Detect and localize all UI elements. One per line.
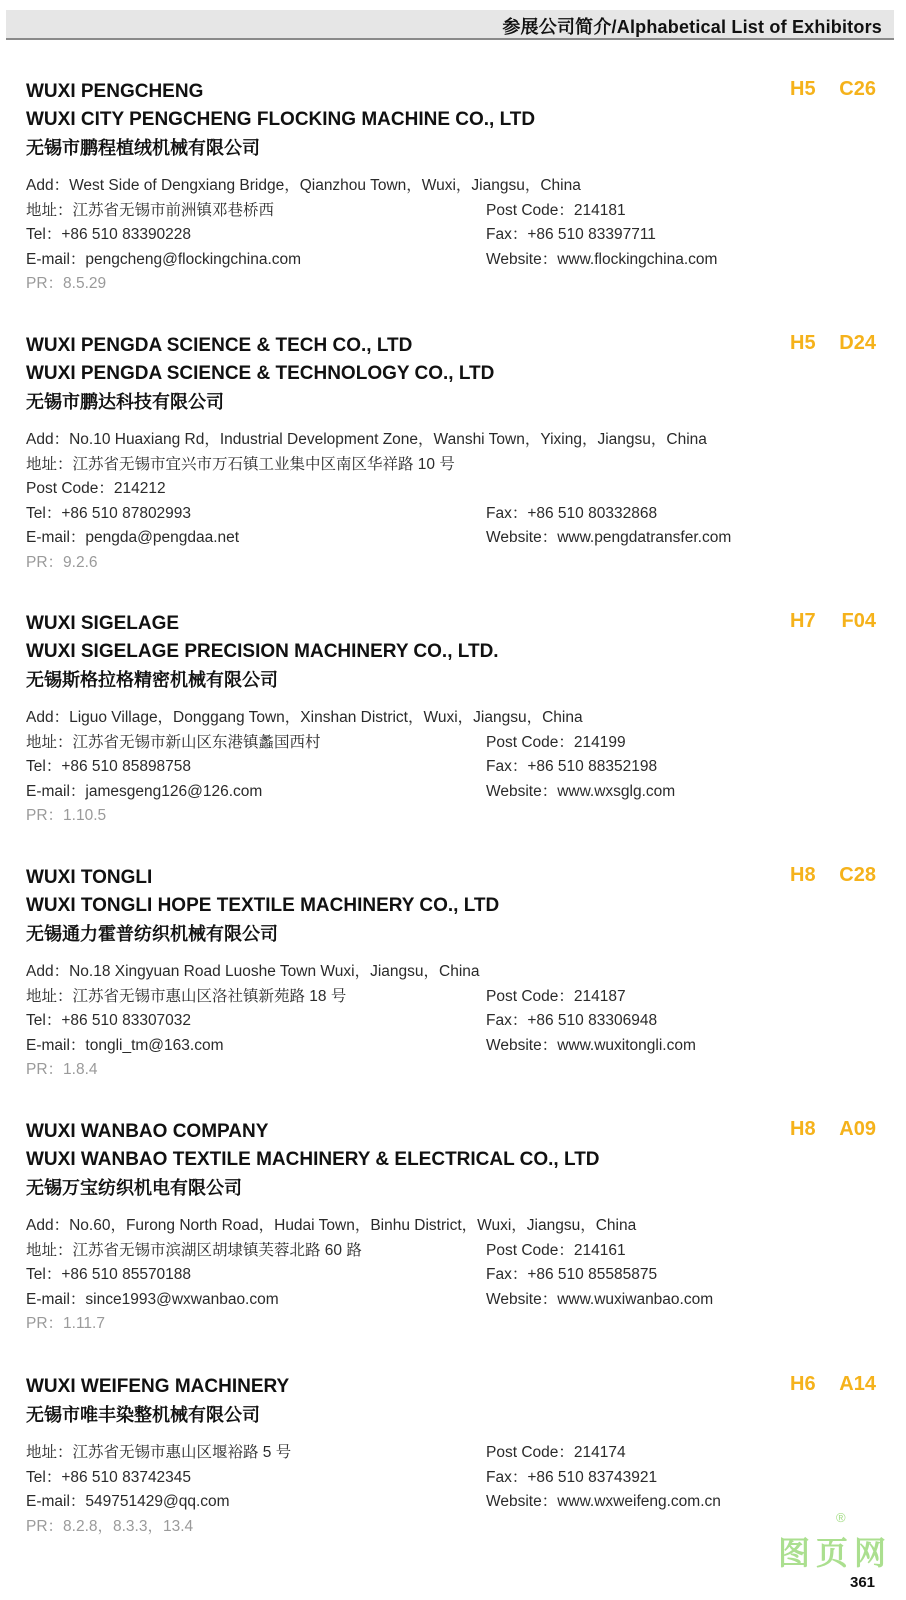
fax: Fax：+86 510 83306948: [486, 1012, 658, 1029]
stand-number: A09: [839, 1118, 876, 1140]
exhibitor-entry: [26, 332, 876, 575]
address-cn: 地址：江苏省无锡市前洲镇邓巷桥西: [26, 201, 275, 219]
exhibitor-details: [26, 706, 876, 829]
address-en: Add：No.18 Xingyuan Road Luoshe Town Wuxi，Jiangsu，China: [26, 963, 480, 980]
website: Website：www.pengdatransfer.com: [486, 529, 732, 546]
watermark-registered-mark: ®: [836, 1510, 846, 1525]
hall-number: H5: [790, 78, 816, 100]
exhibitor-entry: [26, 1118, 876, 1337]
exhibitor-short-name: WUXI TONGLI: [26, 867, 153, 888]
address-cn: 地址：江苏省无锡市新山区东港镇蠡国西村: [26, 733, 321, 751]
exhibitor-full-name: WUXI TONGLI HOPE TEXTILE MACHINERY CO., LTD: [26, 895, 500, 916]
stand-number: C26: [839, 78, 876, 100]
fax: Fax：+86 510 80332868: [486, 504, 658, 522]
exhibitor-entry: [26, 78, 876, 297]
post-code: Post Code：214161: [486, 1241, 626, 1259]
post-code: Post Code：214187: [486, 987, 626, 1005]
stand-number: D24: [839, 332, 876, 354]
address-en: Add：No.10 Huaxiang Rd，Industrial Development Zone，Wanshi Town，Yixing，Jiangsu，China: [26, 431, 707, 448]
exhibitor-chinese-name: 无锡市鹏达科技有限公司: [26, 392, 224, 412]
product-range: PR：9.2.6: [26, 553, 98, 571]
booth-number: [790, 864, 876, 887]
exhibitor-details: [26, 428, 876, 575]
website: Website：www.wuxitongli.com: [486, 1036, 696, 1054]
exhibitor-full-name: WUXI SIGELAGE PRECISION MACHINERY CO., LTD.: [26, 641, 499, 662]
address-en: Add：West Side of Dengxiang Bridge，Qianzhou Town，Wuxi，Jiangsu，China: [26, 177, 581, 194]
telephone: Tel：+86 510 87802993: [26, 504, 192, 522]
exhibitor-short-name: WUXI PENGDA SCIENCE & TECH CO., LTD: [26, 335, 413, 356]
exhibitor-chinese-name: 无锡市唯丰染整机械有限公司: [26, 1405, 260, 1425]
fax: Fax：+86 510 88352198: [486, 758, 658, 775]
booth-number: [790, 332, 876, 355]
website: Website：www.wuxiwanbao.com: [486, 1290, 714, 1308]
product-range: PR：1.10.5: [26, 807, 107, 824]
telephone: Tel：+86 510 85898758: [26, 758, 192, 775]
telephone: Tel：+86 510 83307032: [26, 1012, 192, 1029]
stand-number: A14: [839, 1373, 876, 1395]
address-cn: 地址：江苏省无锡市宜兴市万石镇工业集中区南区华祥路 10 号: [26, 455, 455, 473]
post-code: Post Code：214181: [486, 201, 626, 219]
page-number: 361: [850, 1574, 876, 1591]
post-code: Post Code：214212: [26, 480, 166, 497]
exhibitor-short-name: WUXI WEIFENG MACHINERY: [26, 1376, 290, 1397]
fax: Fax：+86 510 83743921: [486, 1468, 658, 1486]
exhibitor-short-name: WUXI WANBAO COMPANY: [26, 1121, 269, 1142]
email: E-mail：jamesgeng126@126.com: [26, 782, 263, 800]
email: E-mail：since1993@wxwanbao.com: [26, 1290, 279, 1308]
hall-number: H6: [790, 1373, 816, 1395]
website: Website：www.wxsglg.com: [486, 782, 676, 800]
address-cn: 地址：江苏省无锡市惠山区洛社镇新苑路 18 号: [26, 987, 347, 1005]
fax: Fax：+86 510 85585875: [486, 1266, 658, 1283]
exhibitor-entry: [26, 1373, 876, 1539]
watermark-logo: 图页网: [778, 1535, 893, 1571]
stand-number: F04: [841, 610, 876, 632]
hall-number: H5: [790, 332, 816, 354]
website: Website：www.wxweifeng.com.cn: [486, 1493, 721, 1510]
email: E-mail：tongli_tm@163.com: [26, 1036, 224, 1054]
exhibitor-details: [26, 1214, 876, 1337]
hall-number: H8: [790, 864, 816, 886]
hall-number: H7: [790, 610, 816, 632]
product-range: PR：1.11.7: [26, 1315, 105, 1332]
address-cn: 地址：江苏省无锡市滨湖区胡埭镇芙蓉北路 60 路: [26, 1241, 362, 1259]
post-code: Post Code：214199: [486, 733, 626, 751]
booth-number: [790, 610, 876, 633]
telephone: Tel：+86 510 85570188: [26, 1266, 192, 1283]
exhibitor-short-name: WUXI PENGCHENG: [26, 81, 204, 102]
post-code: Post Code：214174: [486, 1444, 626, 1461]
booth-number: [790, 1118, 876, 1141]
fax: Fax：+86 510 83397711: [486, 226, 656, 243]
exhibitor-chinese-name: 无锡市鹏程植绒机械有限公司: [26, 138, 260, 158]
telephone: Tel：+86 510 83742345: [26, 1468, 192, 1486]
hall-number: H8: [790, 1118, 816, 1140]
exhibitor-details: [26, 960, 876, 1083]
email: E-mail：549751429@qq.com: [26, 1493, 230, 1510]
exhibitor-chinese-name: 无锡通力霍普纺织机械有限公司: [26, 924, 278, 944]
exhibitor-full-name: WUXI PENGDA SCIENCE & TECHNOLOGY CO., LTD: [26, 363, 495, 384]
stand-number: C28: [839, 864, 876, 886]
page-header-title: 参展公司简介/Alphabetical List of Exhibitors: [502, 17, 882, 37]
exhibitor-chinese-name: 无锡斯格拉格精密机械有限公司: [26, 670, 278, 690]
booth-number: [790, 78, 876, 101]
address-cn: 地址：江苏省无锡市惠山区堰裕路 5 号: [26, 1444, 292, 1461]
email: E-mail：pengda@pengdaa.net: [26, 529, 240, 546]
booth-number: [790, 1373, 876, 1396]
product-range: PR：8.5.29: [26, 275, 107, 292]
exhibitor-chinese-name: 无锡万宝纺织机电有限公司: [26, 1178, 242, 1198]
exhibitor-details: [26, 1441, 876, 1539]
telephone: Tel：+86 510 83390228: [26, 226, 192, 243]
exhibitor-full-name: WUXI WANBAO TEXTILE MACHINERY & ELECTRICAL CO., LTD: [26, 1149, 600, 1170]
exhibitor-entry: [26, 864, 876, 1083]
email: E-mail：pengcheng@flockingchina.com: [26, 250, 302, 268]
exhibitor-short-name: WUXI SIGELAGE: [26, 613, 180, 634]
exhibitor-entry: [26, 610, 876, 829]
address-en: Add：Liguo Village，Donggang Town，Xinshan District，Wuxi，Jiangsu，China: [26, 709, 583, 726]
address-en: Add：No.60，Furong North Road，Hudai Town，Binhu District，Wuxi，Jiangsu，China: [26, 1217, 637, 1234]
exhibitor-details: [26, 174, 876, 297]
product-range: PR：8.2.8，8.3.3，13.4: [26, 1517, 194, 1535]
page-header: [6, 10, 894, 40]
product-range: PR：1.8.4: [26, 1061, 98, 1078]
exhibitor-full-name: WUXI CITY PENGCHENG FLOCKING MACHINE CO., LTD: [26, 109, 536, 130]
website: Website：www.flockingchina.com: [486, 250, 718, 268]
